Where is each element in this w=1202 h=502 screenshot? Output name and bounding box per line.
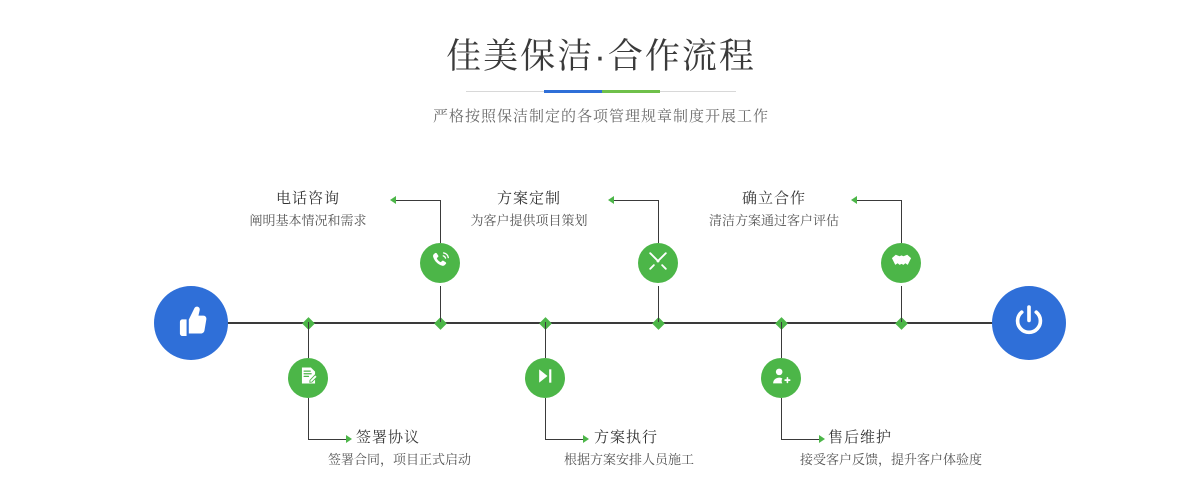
timeline-start-node xyxy=(154,286,228,360)
connector-horizontal xyxy=(857,200,902,201)
step-title: 方案执行 xyxy=(594,429,659,446)
connector-vertical xyxy=(901,200,902,243)
power-icon xyxy=(1010,302,1048,345)
document-edit-icon xyxy=(298,365,319,391)
play-forward-icon xyxy=(535,366,555,391)
handshake-icon xyxy=(890,249,913,277)
step-label-3 xyxy=(446,189,612,231)
page-subtitle: 严格按照保洁制定的各项管理规章制度开展工作 xyxy=(432,108,769,125)
connector-vertical xyxy=(658,200,659,243)
customer-support-icon xyxy=(770,365,792,392)
connector-vertical xyxy=(658,286,659,322)
step-icon-handshake xyxy=(881,243,921,283)
connector-vertical xyxy=(440,200,441,243)
step-desc: 阐明基本情况和需求 xyxy=(249,213,367,228)
step-label-1 xyxy=(224,189,392,231)
connector-vertical xyxy=(308,322,309,358)
connector-vertical xyxy=(901,286,902,322)
step-icon-document-edit xyxy=(288,358,328,398)
connector-vertical xyxy=(781,398,782,439)
divider-accent-blue xyxy=(544,90,602,93)
step-desc: 接受客户反馈，提升客户体验度 xyxy=(800,452,983,467)
connector-horizontal xyxy=(396,200,441,201)
step-title: 签署协议 xyxy=(356,429,421,446)
connector-vertical xyxy=(440,286,441,322)
connector-vertical xyxy=(308,398,309,439)
step-title: 电话咨询 xyxy=(275,190,340,207)
diagram-header xyxy=(0,34,1202,126)
connector-horizontal xyxy=(614,200,659,201)
timeline-end-node xyxy=(992,286,1066,360)
connector-vertical xyxy=(781,322,782,358)
step-desc: 根据方案安排人员施工 xyxy=(564,452,695,467)
step-icon-phone-call xyxy=(420,243,460,283)
step-label-6 xyxy=(800,428,1040,470)
thumbs-up-icon xyxy=(172,302,210,345)
step-label-4 xyxy=(564,428,764,470)
step-title: 方案定制 xyxy=(496,190,561,207)
step-label-5 xyxy=(692,189,856,231)
step-desc: 为客户提供项目策划 xyxy=(470,213,588,228)
step-desc: 清洁方案通过客户评估 xyxy=(708,213,839,228)
page-title: 佳美保洁·合作流程 xyxy=(446,37,756,76)
connector-vertical xyxy=(545,398,546,439)
step-icon-play-forward xyxy=(525,358,565,398)
tools-icon xyxy=(647,250,669,277)
title-divider xyxy=(466,90,736,93)
step-title: 确立合作 xyxy=(741,190,806,207)
connector-vertical xyxy=(545,322,546,358)
step-icon-tools xyxy=(638,243,678,283)
divider-accent-green xyxy=(602,90,660,93)
step-desc: 签署合同，项目正式启动 xyxy=(328,452,472,467)
step-label-2 xyxy=(328,428,528,470)
phone-call-icon xyxy=(429,250,451,277)
step-icon-customer-support xyxy=(761,358,801,398)
step-title: 售后维护 xyxy=(828,429,893,446)
